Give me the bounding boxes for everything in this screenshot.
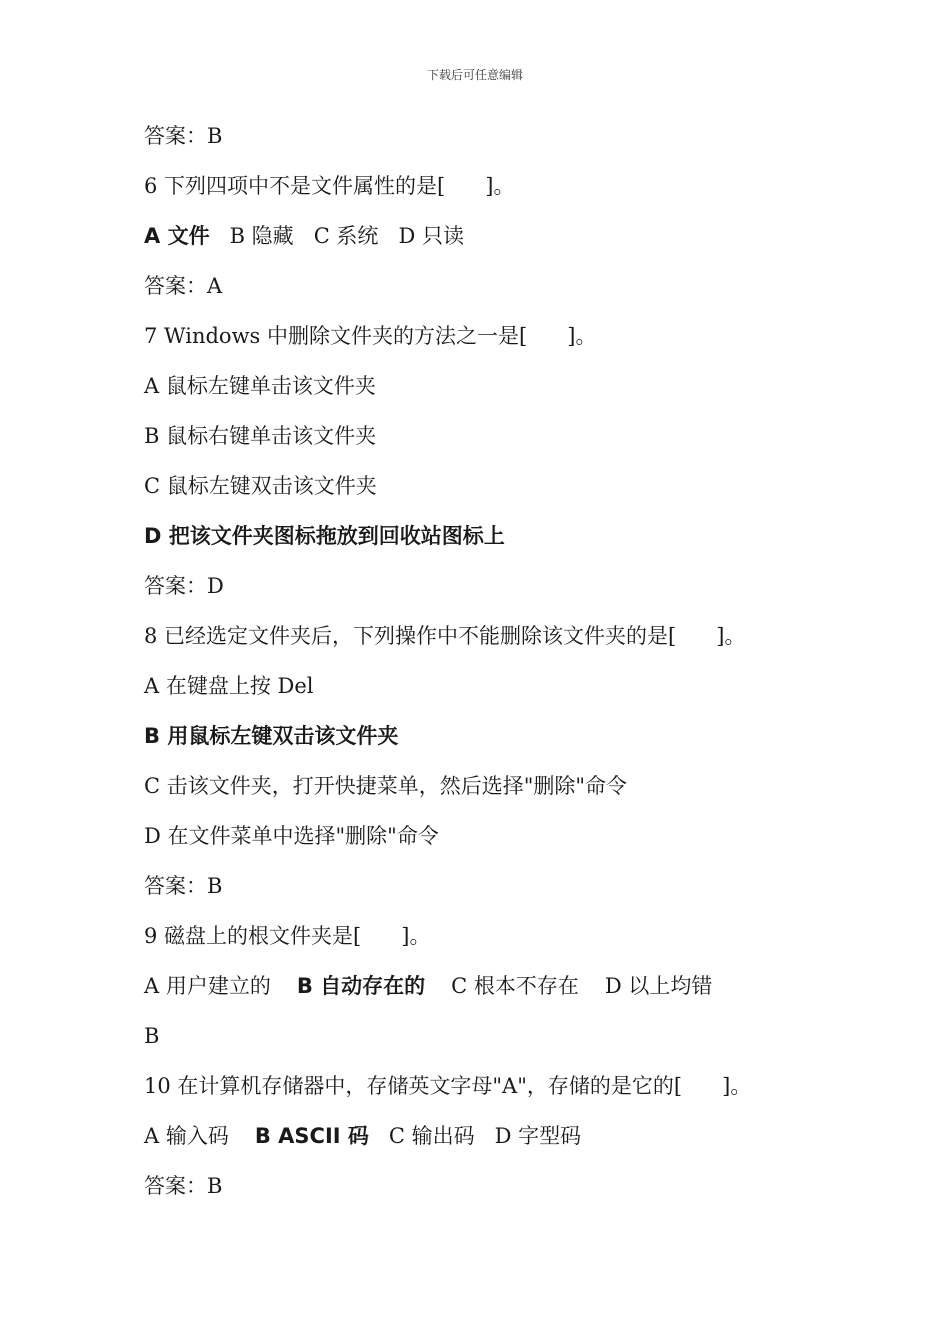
- option-d: D 字型码: [494, 1124, 582, 1148]
- option-b-correct: B 自动存在的: [296, 974, 426, 998]
- option-c: C 输出码: [388, 1124, 475, 1148]
- option-b: B 隐藏: [229, 224, 294, 248]
- option-c: C 击该文件夹，打开快捷菜单，然后选择"删除"命令: [144, 774, 628, 798]
- answer-line: 答案：B: [144, 874, 223, 898]
- option-b-correct: B ASCII 码: [254, 1124, 369, 1148]
- option-b: B 鼠标右键单击该文件夹: [144, 424, 377, 448]
- option-d: D 以上均错: [604, 974, 713, 998]
- option-a: A 在键盘上按 Del: [144, 674, 314, 698]
- page-header: 下载后可任意编辑: [426, 68, 523, 82]
- option-a: A 鼠标左键单击该文件夹: [144, 374, 376, 398]
- question-9: 9 磁盘上的根文件夹是[ ]。: [144, 924, 431, 948]
- option-b-correct: B 用鼠标左键双击该文件夹: [144, 724, 399, 748]
- answer-line: B: [144, 1024, 160, 1048]
- document-body: [144, 120, 864, 1220]
- answer-line: 答案：B: [144, 1174, 223, 1198]
- option-c: C 根本不存在: [451, 974, 579, 998]
- option-a-correct: A 文件: [144, 224, 210, 248]
- option-a: A 输入码: [144, 1124, 229, 1148]
- option-c: C 鼠标左键双击该文件夹: [144, 474, 377, 498]
- options-9: [144, 970, 864, 1020]
- option-d: D 在文件菜单中选择"删除"命令: [144, 824, 439, 848]
- options-6: [144, 220, 864, 270]
- answer-line: 答案：A: [144, 274, 223, 298]
- answer-line: 答案：B: [144, 124, 223, 148]
- option-d-correct: D 把该文件夹图标拖放到回收站图标上: [144, 524, 505, 548]
- answer-line: 答案：D: [144, 574, 224, 598]
- option-d: D 只读: [398, 224, 464, 248]
- option-c: C 系统: [313, 224, 379, 248]
- option-a: A 用户建立的: [144, 974, 271, 998]
- question-6: 6 下列四项中不是文件属性的是[ ]。: [144, 174, 515, 198]
- question-8: 8 已经选定文件夹后，下列操作中不能删除该文件夹的是[ ]。: [144, 624, 746, 648]
- options-10: [144, 1120, 864, 1170]
- question-10: 10 在计算机存储器中，存储英文字母"A"，存储的是它的[ ]。: [144, 1074, 752, 1098]
- question-7: 7 Windows 中删除文件夹的方法之一是[ ]。: [144, 324, 597, 348]
